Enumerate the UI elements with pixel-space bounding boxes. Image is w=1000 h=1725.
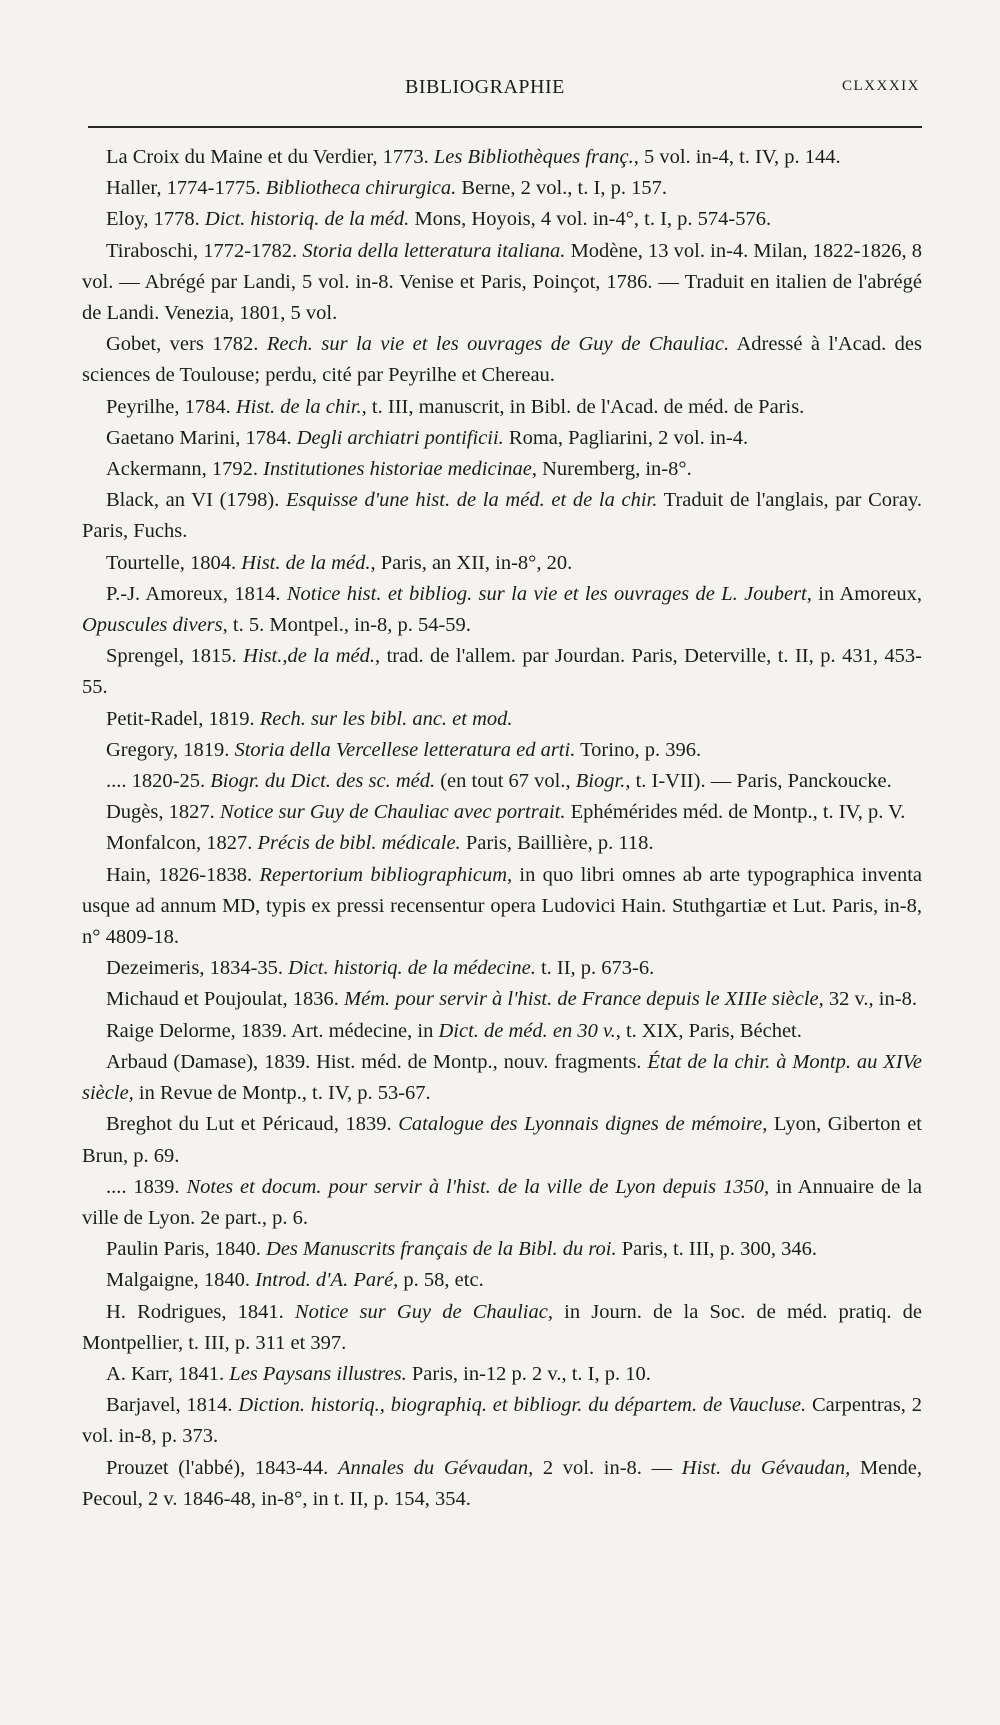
bibliography-entry: Paulin Paris, 1840. Des Manuscrits français de la Bibl. du roi. Paris, t. III, p. 300, 346. — [106, 1238, 818, 1261]
bibliography-entry: Dezeimeris, 1834-35. Dict. historiq. de la médecine. t. II, p. 673-6. — [106, 957, 655, 980]
bibliography-entry: .... 1820-25. Biogr. du Dict. des sc. méd. (en tout 67 vol., Biogr., t. I-VII). — Paris, Panckoucke. — [106, 770, 892, 793]
bibliography-entry: Black, an VI (1798). Esquisse d'une hist. de la méd. et de la chir. Traduit de l'anglais, par Coray. Paris, Fuchs. — [82, 489, 922, 543]
bibliography-entry: Ackermann, 1792. Institutiones historiae medicinae, Nuremberg, in-8°. — [106, 458, 692, 481]
bibliography-entry: P.-J. Amoreux, 1814. Notice hist. et bibliog. sur la vie et les ouvrages de L. Joubert, in Amoreux, Opuscules divers, t. 5. Montpel., in-8, p. 54-59. — [82, 582, 922, 637]
bibliography-entry: Haller, 1774-1775. Bibliotheca chirurgica. Berne, 2 vol., t. I, p. 157. — [106, 177, 667, 200]
bibliography-entry: Prouzet (l'abbé), 1843-44. Annales du Gévaudan, 2 vol. in-8. — Hist. du Gévaudan, Mende, Pecoul, 2 v. 1846-48, in-8°, in t. II, p. 154, 354. — [82, 1456, 922, 1510]
bibliography-entry: Dugès, 1827. Notice sur Guy de Chauliac avec portrait. Ephémérides méd. de Montp., t. IV, p. V. — [106, 801, 906, 824]
bibliography-entry: Peyrilhe, 1784. Hist. de la chir., t. III, manuscrit, in Bibl. de l'Acad. de méd. de Paris. — [106, 395, 805, 418]
bibliography-entry: Tiraboschi, 1772-1782. Storia della letteratura italiana. Modène, 13 vol. in-4. Milan, 1822-1826, 8 vol. — Abrégé par Landi, 5 vol. in-8. Venise et Paris, Poinçot, 1786. — Traduit en italien de l'abrégé de Landi. Venezia, 1801, 5 vol. — [82, 239, 922, 325]
bibliography-entry: Sprengel, 1815. Hist.,de la méd., trad. de l'allem. par Jourdan. Paris, Deterville, t. II, p. 431, 453-55. — [82, 645, 922, 699]
page-number: CLXXXIX — [842, 78, 920, 94]
bibliography-entry: La Croix du Maine et du Verdier, 1773. Les Bibliothèques franç., 5 vol. in-4, t. IV, p. 144. — [106, 146, 841, 168]
bibliography-entry: Petit-Radel, 1819. Rech. sur les bibl. anc. et mod. — [106, 707, 513, 730]
bibliography-entry: Barjavel, 1814. Diction. historiq., biographiq. et bibliogr. du départem. de Vaucluse. Carpentras, 2 vol. in-8, p. 373. — [82, 1394, 922, 1448]
bibliography-entry: H. Rodrigues, 1841. Notice sur Guy de Chauliac, in Journ. de la Soc. de méd. pratiq. de Montpellier, t. III, p. 311 et 397. — [82, 1300, 922, 1354]
page-header — [90, 76, 920, 112]
bibliography-entry: Michaud et Poujoulat, 1836. Mém. pour servir à l'hist. de France depuis le XIIIe siècle, 32 v., in-8. — [106, 988, 917, 1011]
bibliography-entry: Arbaud (Damase), 1839. Hist. méd. de Montp., nouv. fragments. État de la chir. à Montp. au XIVe siècle, in Revue de Montp., t. IV, p. 53-67. — [82, 1050, 922, 1105]
bibliography-entry: Tourtelle, 1804. Hist. de la méd., Paris, an XII, in-8°, 20. — [106, 551, 573, 574]
bibliography-entry: .... 1839. Notes et docum. pour servir à l'hist. de la ville de Lyon depuis 1350, in Annuaire de la ville de Lyon. 2e part., p. 6. — [82, 1175, 923, 1229]
bibliography-entry: Raige Delorme, 1839. Art. médecine, in Dict. de méd. en 30 v., t. XIX, Paris, Béchet. — [106, 1019, 802, 1042]
bibliography-entry: Gregory, 1819. Storia della Vercellese letteratura ed arti. Torino, p. 396. — [106, 738, 702, 761]
bibliography-entry: Monfalcon, 1827. Précis de bibl. médicale. Paris, Baillière, p. 118. — [106, 832, 654, 855]
bibliography-entry: Malgaigne, 1840. Introd. d'A. Paré, p. 58, etc. — [106, 1269, 484, 1292]
bibliography-entry: Gaetano Marini, 1784. Degli archiatri pontificii. Roma, Pagliarini, 2 vol. in-4. — [106, 426, 749, 449]
bibliography-entry: Breghot du Lut et Péricaud, 1839. Catalogue des Lyonnais dignes de mémoire, Lyon, Giberton et Brun, p. 69. — [82, 1113, 923, 1167]
header-rule — [88, 126, 922, 128]
running-title: BIBLIOGRAPHIE — [405, 76, 565, 98]
bibliography-entry: Hain, 1826-1838. Repertorium bibliographicum, in quo libri omnes ab arte typographica inventa usque ad annum MD, typis ex pressi recensentur opera Ludovici Hain. Stuthgartiæ et Lut. Paris, in-8, n° 4809-18. — [82, 863, 922, 949]
bibliography-entry: Eloy, 1778. Dict. historiq. de la méd. Mons, Hoyois, 4 vol. in-4°, t. I, p. 574-576. — [106, 208, 772, 231]
bibliography-entry: A. Karr, 1841. Les Paysans illustres. Paris, in-12 p. 2 v., t. I, p. 10. — [106, 1362, 651, 1385]
bibliography-entry: Gobet, vers 1782. Rech. sur la vie et les ouvrages de Guy de Chauliac. Adressé à l'Acad. des sciences de Toulouse; perdu, cité par Peyrilhe et Chereau. — [82, 333, 922, 387]
bibliography-list — [82, 142, 922, 1515]
